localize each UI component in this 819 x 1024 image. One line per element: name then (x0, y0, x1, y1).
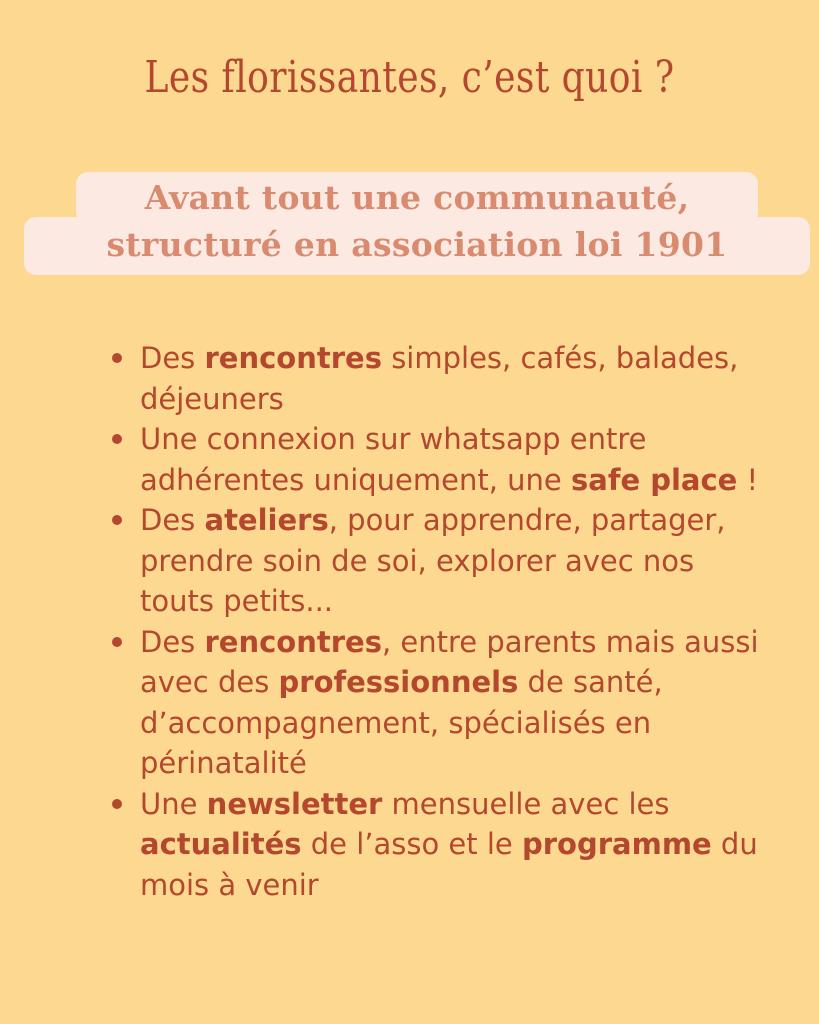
bullet-dot-icon (112, 434, 122, 444)
text-segment: Une connexion sur whatsapp entre adhérentes uniquement, une (140, 422, 647, 497)
list-item (108, 419, 768, 500)
bold-segment: actualités (140, 827, 302, 861)
text-segment: ! (737, 462, 759, 497)
bold-segment: newsletter (206, 786, 383, 821)
text-segment: Des (140, 624, 205, 659)
subtitle-line-1: Avant tout une communauté, (144, 178, 690, 217)
text-segment: du mois à venir (140, 827, 758, 902)
list-item (108, 500, 768, 622)
bullet-dot-icon (112, 799, 122, 809)
bold-segment: safe place (571, 462, 738, 497)
text-segment: Des (140, 341, 205, 375)
page-title: Les florissantes, c’est quoi ? (144, 52, 675, 103)
bold-segment: rencontres (204, 341, 382, 375)
text-segment: Une (140, 786, 207, 821)
subtitle-highlight-line-1 (76, 172, 758, 224)
text-segment: , pour apprendre, partager, prendre soin de soi, explorer avec nos touts petits... (140, 503, 726, 618)
bullet-dot-icon (112, 637, 122, 647)
text-segment: simples, cafés, balades, déjeuners (140, 341, 739, 416)
bold-segment: programme (521, 827, 712, 861)
bold-segment: professionnels (278, 665, 519, 699)
bold-segment: ateliers (204, 503, 329, 537)
text-segment: , entre parents mais aussi avec des (140, 624, 759, 699)
bold-segment: rencontres (204, 624, 382, 659)
text-segment: Des (140, 503, 205, 537)
subtitle-line-2: structuré en association loi 1901 (106, 225, 728, 264)
text-segment: mensuelle avec les (382, 786, 670, 821)
feature-list (108, 338, 768, 905)
bullet-dot-icon (112, 353, 122, 363)
list-item (108, 622, 768, 784)
bullet-dot-icon (112, 515, 122, 525)
subtitle-highlight-line-2 (24, 217, 810, 275)
text-segment: de santé, d’accompagnement, spécialisés en périnatalité (140, 665, 663, 780)
list-item (108, 338, 768, 419)
text-segment: de l’asso et le (301, 827, 522, 861)
list-item (108, 784, 768, 906)
